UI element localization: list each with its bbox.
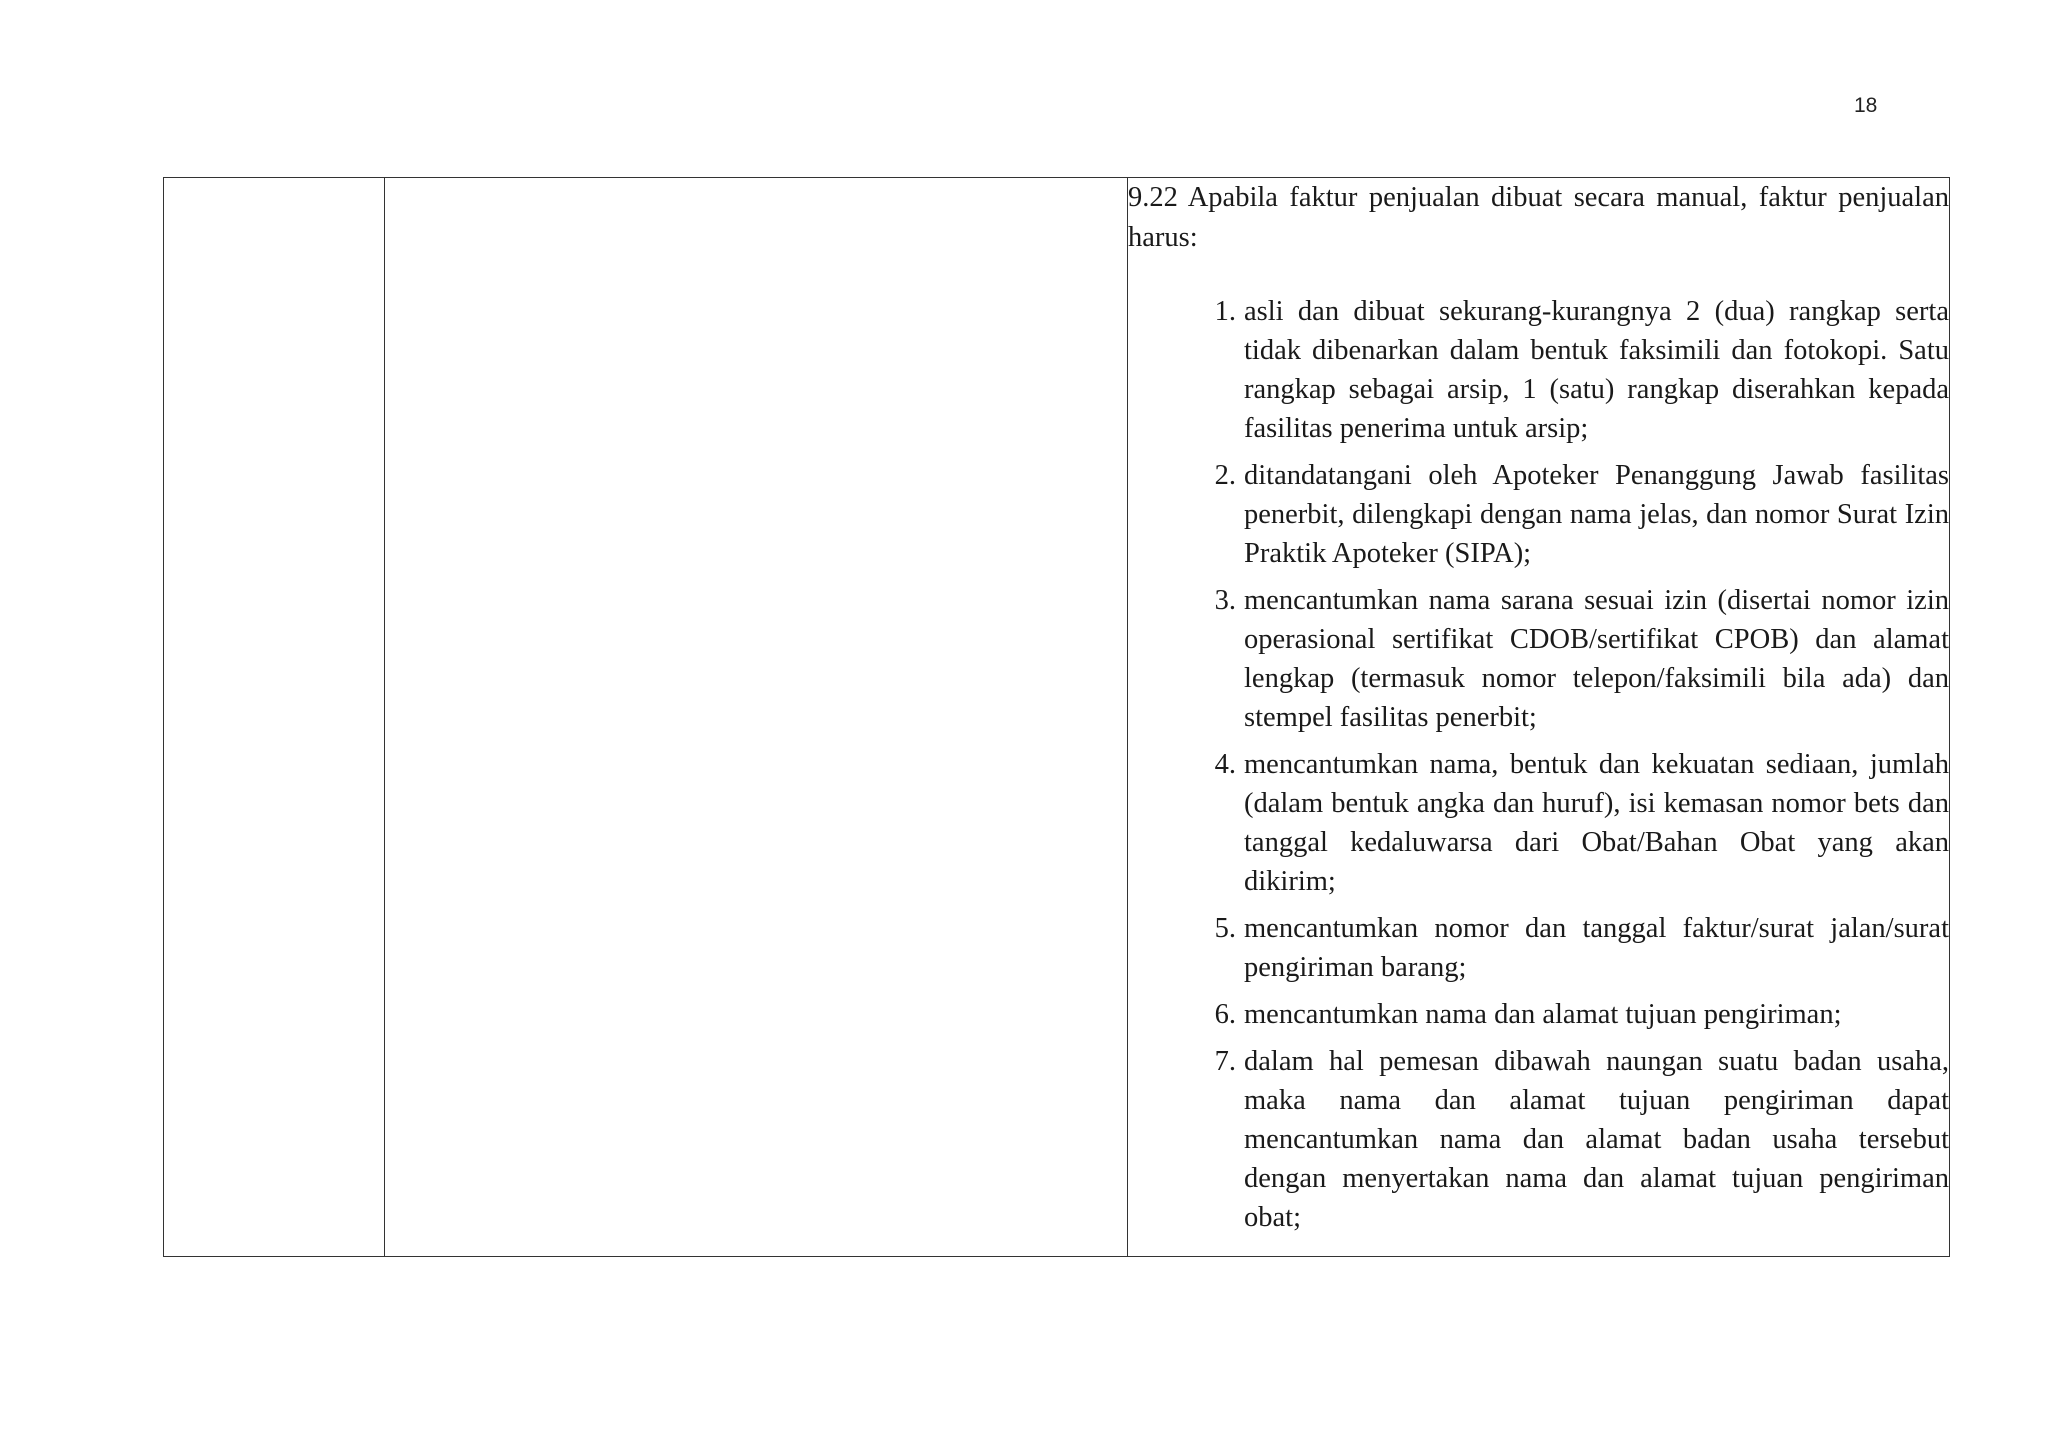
requirements-list bbox=[1128, 292, 1949, 1237]
list-item bbox=[1128, 1042, 1949, 1237]
list-item-text: ditandatangani oleh Apoteker Penanggung Jawab fasilitas penerbit, dilengkapi dengan nama jelas, dan nomor Surat Izin Praktik Apoteker (SIPA); bbox=[1244, 460, 1949, 569]
list-item-text: mencantumkan nama, bentuk dan kekuatan sediaan, jumlah (dalam bentuk angka dan huruf), isi kemasan nomor bets dan tanggal kedaluwarsa dari Obat/Bahan Obat yang akan dikirim; bbox=[1244, 749, 1949, 897]
table-cell-empty-first bbox=[164, 178, 385, 1257]
list-item bbox=[1128, 292, 1949, 448]
list-item-text: mencantumkan nama sarana sesuai izin (disertai nomor izin operasional sertifikat CDOB/sertifikat CPOB) dan alamat lengkap (termasuk nomor telepon/faksimili bila ada) dan stempel fasilitas penerbit; bbox=[1244, 585, 1949, 733]
list-item-text: mencantumkan nama dan alamat tujuan pengiriman; bbox=[1244, 999, 1842, 1030]
table-cell-content bbox=[1128, 178, 1950, 1257]
table-row bbox=[164, 178, 1950, 1257]
list-item-number: 2. bbox=[1214, 460, 1236, 491]
list-item-text: mencantumkan nomor dan tanggal faktur/surat jalan/surat pengiriman barang; bbox=[1244, 913, 1949, 983]
list-item-text: dalam hal pemesan dibawah naungan suatu badan usaha, maka nama dan alamat tujuan pengiriman dapat mencantumkan nama dan alamat badan usaha tersebut dengan menyertakan nama dan alamat tujuan pengiriman obat; bbox=[1244, 1046, 1949, 1233]
list-item-number: 7. bbox=[1214, 1046, 1236, 1077]
section-intro: 9.22 Apabila faktur penjualan dibuat secara manual, faktur penjualan harus: bbox=[1128, 182, 1949, 253]
list-item bbox=[1128, 745, 1949, 901]
regulation-table bbox=[163, 177, 1950, 1257]
list-item-number: 6. bbox=[1214, 999, 1236, 1030]
list-item-number: 1. bbox=[1214, 296, 1236, 327]
list-item-text: asli dan dibuat sekurang-kurangnya 2 (dua) rangkap serta tidak dibenarkan dalam bentuk faksimili dan fotokopi. Satu rangkap sebagai arsip, 1 (satu) rangkap diserahkan kepada fasilitas penerima untuk arsip; bbox=[1244, 296, 1949, 444]
list-item-number: 5. bbox=[1214, 913, 1236, 944]
list-item-number: 4. bbox=[1214, 749, 1236, 780]
list-item bbox=[1128, 456, 1949, 573]
list-item bbox=[1128, 995, 1949, 1034]
list-item bbox=[1128, 581, 1949, 737]
list-item bbox=[1128, 909, 1949, 987]
list-item-number: 3. bbox=[1214, 585, 1236, 616]
page-number: 18 bbox=[1854, 94, 1878, 117]
table-cell-empty-second bbox=[385, 178, 1128, 1257]
